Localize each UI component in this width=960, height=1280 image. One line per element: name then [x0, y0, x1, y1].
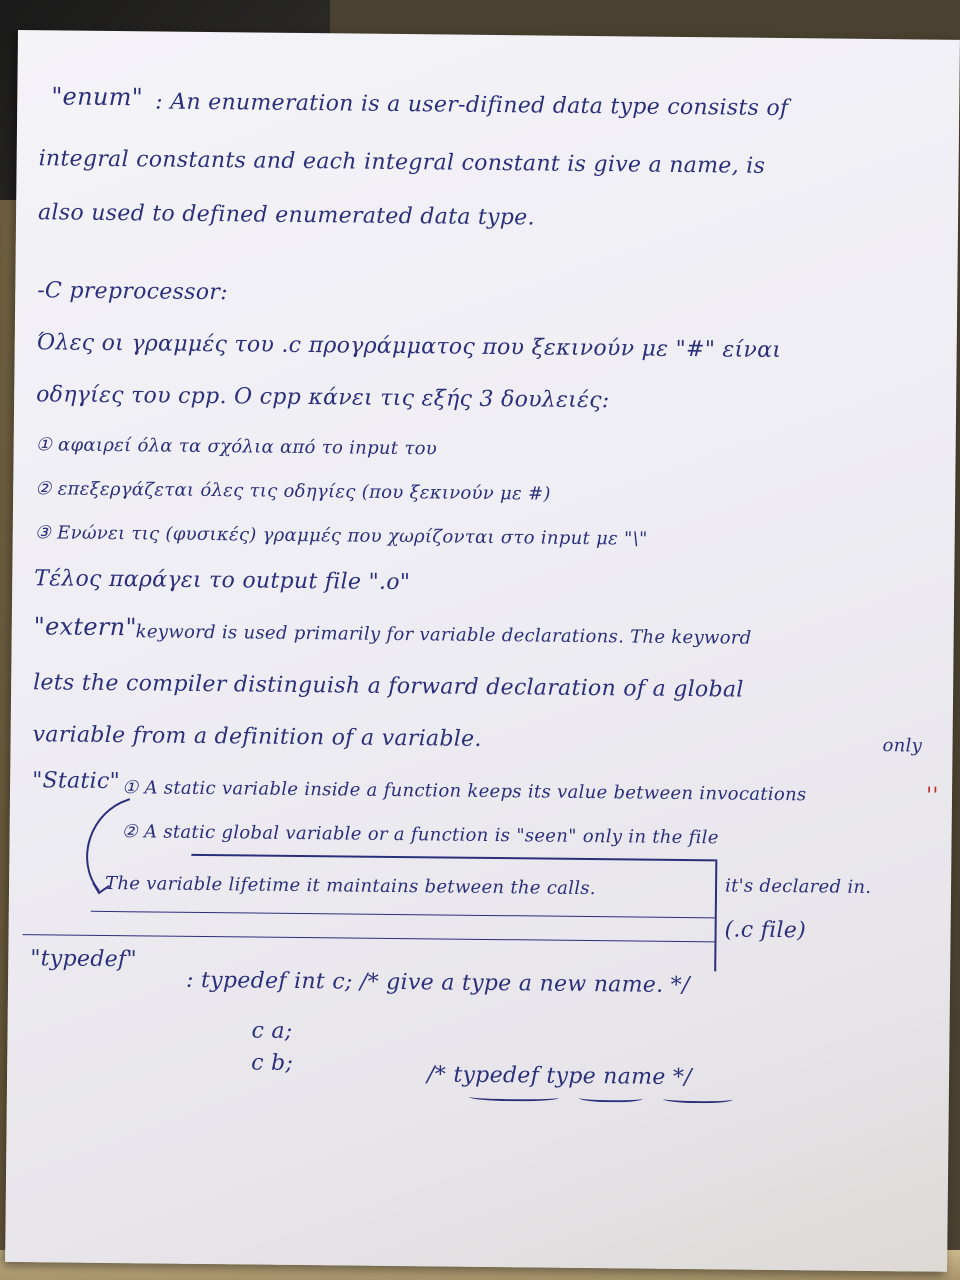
- extern-line-1: keyword is used primarily for variable declarations. The keyword: [135, 621, 752, 649]
- typedef-title: "typedef": [30, 946, 137, 973]
- static-box-rule: [91, 911, 715, 919]
- preprocessor-line-2: οδηγίες του cpp. Ο cpp κάνει τις εξής 3 δουλειές:: [36, 382, 610, 414]
- preprocessor-item-3: ③ Ενώνει τις (φυσικές) γραμμές που χωρίζονται στο input με "\": [34, 522, 648, 550]
- static-aside-1: it's declared in.: [724, 875, 872, 898]
- extern-line-2: lets the compiler distinguish a forward declaration of a global: [33, 670, 744, 703]
- underline-type: [579, 1094, 643, 1103]
- notebook-page: [5, 30, 960, 1272]
- enum-line-3: also used to defined enumerated data type.: [37, 200, 535, 231]
- red-mark: '': [925, 783, 939, 809]
- underline-name: [663, 1095, 733, 1104]
- preprocessor-final: Τέλος παράγει το output file ".o": [34, 566, 411, 596]
- preprocessor-title: -C preprocessor:: [37, 278, 229, 306]
- section-divider: [23, 934, 715, 942]
- static-item-2: ② A static global variable or a function is "seen" only in the file: [121, 821, 719, 849]
- static-note: The variable lifetime it maintains between the calls.: [104, 872, 596, 900]
- preprocessor-item-1: ① αφαιρεί όλα τα σχόλια από το input του: [35, 434, 438, 460]
- enum-line-1: : An enumeration is a user-difined data type consists of: [155, 89, 789, 122]
- static-box-divider: [714, 859, 717, 971]
- enum-title: "enum": [51, 82, 144, 112]
- typedef-syntax: /* typedef type name */: [426, 1062, 693, 1091]
- preprocessor-line-1: Όλες οι γραμμές του .c προγράμματος που ξεκινούν με "#" είναι: [36, 330, 782, 364]
- static-aside-2: (.c file): [724, 917, 807, 944]
- typedef-code-2: c b;: [251, 1050, 294, 1076]
- only-annotation: only: [882, 735, 923, 757]
- static-underline: [191, 854, 715, 861]
- enum-line-2: integral constants and each integral constant is give a name, is: [38, 146, 766, 179]
- static-item-1: ① A static variable inside a function keeps its value between invocations: [121, 777, 807, 806]
- extern-title: "extern": [33, 612, 137, 642]
- extern-line-3: variable from a definition of a variable.: [32, 722, 482, 752]
- preprocessor-item-2: ② επεξεργάζεται όλες τις οδηγίες (που ξεκινούν με #): [35, 478, 551, 505]
- typedef-line-1: : typedef int c; /* give a type a new name. */: [185, 967, 690, 999]
- static-title: "Static": [32, 768, 121, 795]
- underline-typedef: [469, 1093, 559, 1102]
- typedef-code-1: c a;: [251, 1018, 293, 1044]
